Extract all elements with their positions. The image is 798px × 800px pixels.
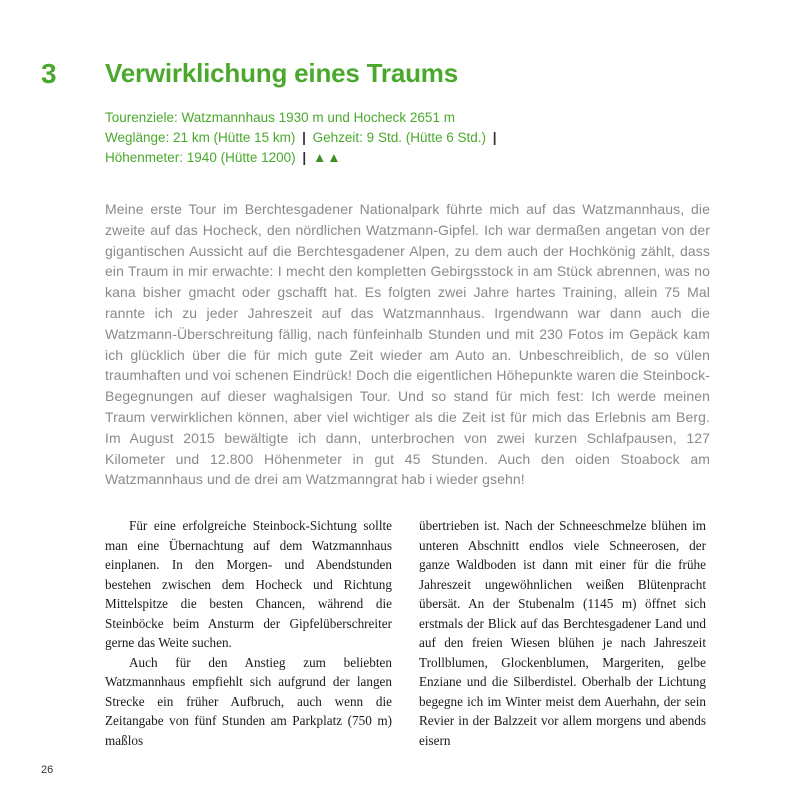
- tour-distance-time: [105, 128, 625, 148]
- tour-distance: Weglänge: 21 km (Hütte 15 km): [105, 130, 296, 145]
- page-number: 26: [41, 764, 54, 776]
- difficulty-triangle-icon: ▲▲: [312, 150, 342, 165]
- chapter-number: 3: [41, 58, 57, 89]
- body-paragraph: Auch für den Anstieg zum beliebten Watzmannhaus empfiehlt sich aufgrund der langen Strecke ein früher Aufbruch, auch wenn die Zeitangabe von fünf Stunden am Parkplatz (750 m) maßlos: [105, 654, 392, 748]
- tour-info-box: [105, 108, 625, 168]
- tour-duration: Gehzeit: 9 Std. (Hütte 6 Std.): [312, 130, 486, 145]
- separator: |: [302, 130, 306, 145]
- tour-elevation: Höhenmeter: 1940 (Hütte 1200): [105, 150, 296, 165]
- intro-paragraph: Meine erste Tour im Berchtesgadener Nationalpark führte mich auf das Watzmannhaus, die zweite auf das Hocheck, den nördlichen Watzmann-Gipfel. Ich war dermaßen angetan von der gigantischen Aussicht auf die Berchtesgadener Alpen, zu dem auch der Hochkönig zählt, dass ein Traum in mir erwachte: I mecht den kompletten Gebirgsstock in am Stück abrennen, was no kana bisher gmacht oder gschafft hat. Es folgten zwei Jahre hartes Training, allein 75 Mal rannte ich zu jeder Jahreszeit auf das Watzmannhaus. Irgendwann war dann auch die Watzmann-Überschreitung fällig, nach fünfeinhalb Stunden und mit 230 Fotos im Gepäck kam ich glücklich über die für mich gute Zeit wieder am Auto an. Unbeschreiblich, de so vülen traumhaften und voi schenen Eindrück! Doch die eigentlichen Höhepunkte waren die Steinbock-Begegnungen auf dieser waghalsigen Tour. Und so stand für mich fest: Ich werde meinen Traum verwirklichen können, aber viel wichtiger als die Zeit ist für mich das Erlebnis am Berg. Im August 2015 bewältigte ich dann, unterbrochen von zwei kurzen Schlafpausen, 127 Kilometer und 12.800 Höhenmeter in gut 45 Stunden. Auch den oiden Stoabock am Watzmannhaus und de drei am Watzmanngrat hab i wieder gsehn!: [105, 201, 710, 488]
- tour-elevation-line: [105, 148, 625, 168]
- body-column-left: [105, 516, 392, 750]
- chapter-title: Verwirklichung eines Traums: [105, 58, 458, 88]
- tour-destinations: Tourenziele: Watzmannhaus 1930 m und Hocheck 2651 m: [105, 110, 455, 125]
- separator: |: [492, 130, 497, 145]
- body-column-right: [419, 516, 706, 750]
- body-paragraph: übertrieben ist. Nach der Schneeschmelze blühen im unteren Abschnitt endlos viele Schneerosen, der ganze Waldboden ist dann mit einer für die frühe Jahreszeit ungewöhnlichen weißen Blütenpracht übersät. An der Stubenalm (1145 m) öffnet sich erstmals der Blick auf das Berchtesgadener Land und auf den freien Wiesen blühen je nach Jahreszeit Trollblumen, Glockenblumen, Margeriten, gelbe Enziane und die Silberdistel. Oberhalb der Lichtung begegne ich im Winter meist dem Auerhahn, der sein Revier in der Balzzeit vor allem morgens und abends eisern: [419, 518, 706, 748]
- separator: |: [302, 150, 307, 165]
- body-paragraph: Für eine erfolgreiche Steinbock-Sichtung sollte man eine Übernachtung auf dem Watzmannhaus einplanen. In den Morgen- und Abendstunden bestehen zwischen dem Hocheck und Richtung Mittelspitze die besten Chancen, während die Steinböcke beim Ansturm der Gipfelüberschreiter gerne das Weite suchen.: [105, 518, 392, 650]
